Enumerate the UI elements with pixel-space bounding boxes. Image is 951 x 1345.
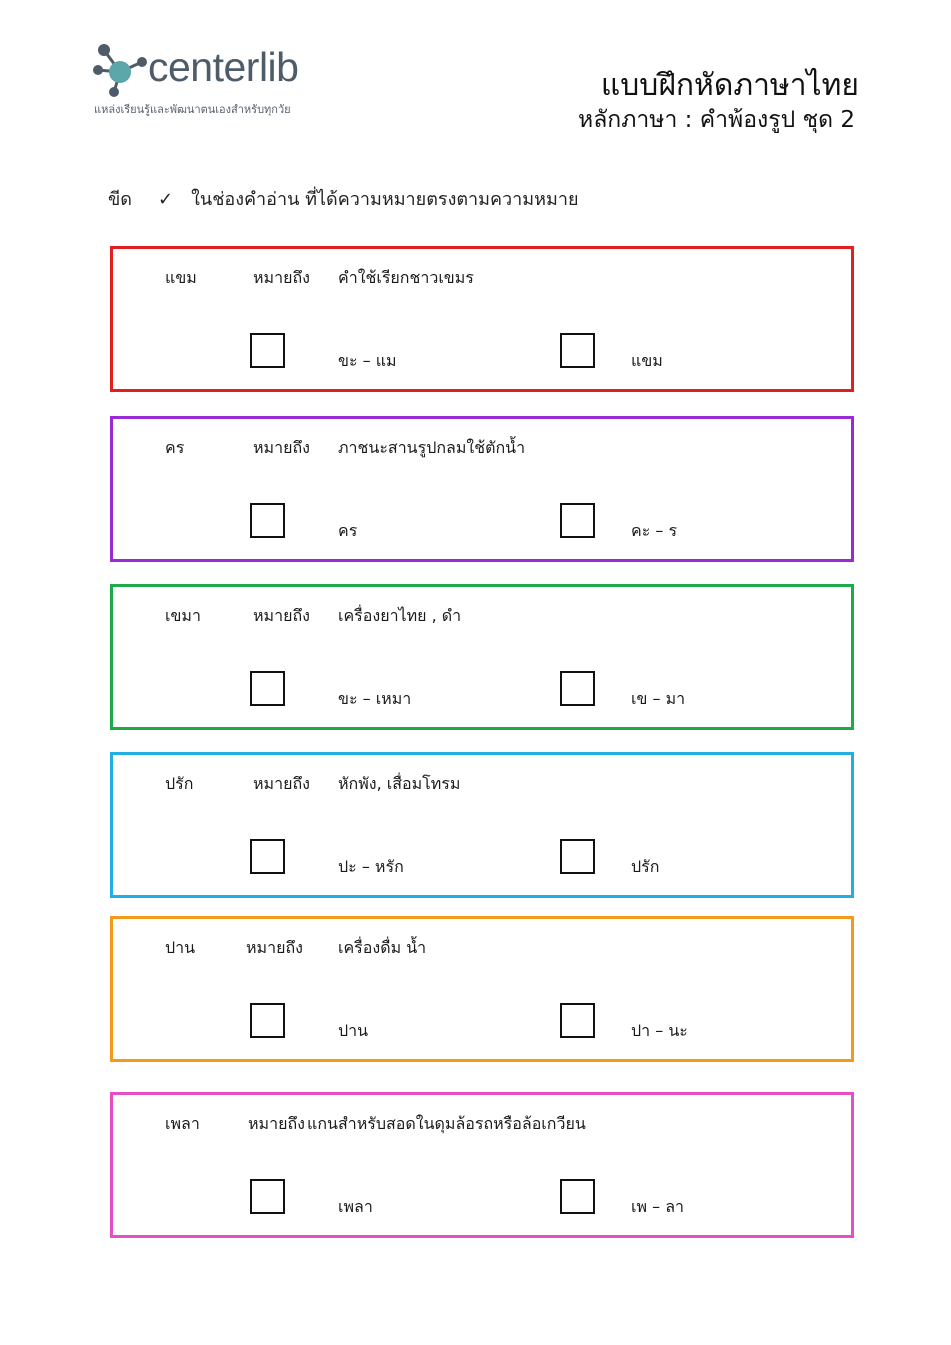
- option-b-checkbox[interactable]: [560, 333, 595, 368]
- meaning-label: หมายถึง: [246, 938, 303, 957]
- question-word: เขมา: [165, 606, 201, 625]
- option-b-checkbox[interactable]: [560, 671, 595, 706]
- meaning-label: หมายถึง: [253, 268, 310, 287]
- option-a-checkbox[interactable]: [250, 333, 285, 368]
- option-a-checkbox[interactable]: [250, 671, 285, 706]
- question-card-5: [110, 916, 854, 1062]
- option-b-checkbox[interactable]: [560, 1179, 595, 1214]
- question-word: คร: [165, 438, 185, 457]
- option-a-label: คร: [338, 521, 358, 540]
- question-meaning: เครื่องยาไทย , ดำ: [338, 606, 462, 625]
- option-b-checkbox[interactable]: [560, 1003, 595, 1038]
- question-word: แขม: [165, 268, 197, 287]
- option-b-label: เข – มา: [631, 689, 686, 708]
- option-a-label: ขะ – แม: [338, 351, 397, 370]
- option-b-checkbox[interactable]: [560, 503, 595, 538]
- logo-tagline: แหล่งเรียนรู้และพัฒนาตนเองสำหรับทุกวัย: [94, 103, 291, 116]
- option-b-label: คะ – ร: [631, 521, 678, 540]
- question-card-3: [110, 584, 854, 730]
- option-a-checkbox[interactable]: [250, 503, 285, 538]
- question-word: เพลา: [165, 1114, 200, 1133]
- instruction-prefix: ขีด: [108, 189, 132, 210]
- option-a-checkbox[interactable]: [250, 1003, 285, 1038]
- question-meaning: ภาชนะสานรูปกลมใช้ตักน้ำ: [338, 438, 526, 457]
- page-subtitle: หลักภาษา : คำพ้องรูป ชุด 2: [578, 107, 855, 133]
- centerlib-logo: [92, 42, 352, 122]
- question-word: ปรัก: [165, 774, 194, 793]
- option-a-label: ขะ – เหมา: [338, 689, 412, 708]
- question-meaning: หักพัง, เสื่อมโทรม: [338, 774, 461, 793]
- option-a-label: เพลา: [338, 1197, 373, 1216]
- meaning-label: หมายถึง: [248, 1114, 305, 1133]
- option-a-checkbox[interactable]: [250, 1179, 285, 1214]
- option-b-label: ปรัก: [631, 857, 660, 876]
- question-meaning: เครื่องดื่ม น้ำ: [338, 938, 427, 957]
- molecule-icon: [92, 42, 152, 98]
- option-b-label: ปา – นะ: [631, 1021, 688, 1040]
- question-card-1: [110, 246, 854, 392]
- question-word: ปาน: [165, 938, 196, 957]
- instruction-text: ในช่องคำอ่าน ที่ได้ความหมายตรงตามความหมาย: [191, 189, 579, 210]
- meaning-label: หมายถึง: [253, 774, 310, 793]
- question-card-4: [110, 752, 854, 898]
- question-meaning: คำใช้เรียกชาวเขมร: [338, 268, 474, 287]
- option-a-label: ปาน: [338, 1021, 369, 1040]
- page-title: แบบฝึกหัดภาษาไทย: [600, 68, 859, 103]
- option-b-label: แขม: [631, 351, 663, 370]
- option-b-checkbox[interactable]: [560, 839, 595, 874]
- logo-wordmark: centerlib: [148, 44, 299, 90]
- option-b-label: เพ – ลา: [631, 1197, 684, 1216]
- question-card-6: [110, 1092, 854, 1238]
- instruction: [108, 184, 579, 213]
- check-icon: ✓: [158, 189, 174, 210]
- question-card-2: [110, 416, 854, 562]
- option-a-label: ปะ – หรัก: [338, 857, 404, 876]
- meaning-label: หมายถึง: [253, 606, 310, 625]
- meaning-label: หมายถึง: [253, 438, 310, 457]
- option-a-checkbox[interactable]: [250, 839, 285, 874]
- question-meaning: แกนสำหรับสอดในดุมล้อรถหรือล้อเกวียน: [307, 1114, 586, 1133]
